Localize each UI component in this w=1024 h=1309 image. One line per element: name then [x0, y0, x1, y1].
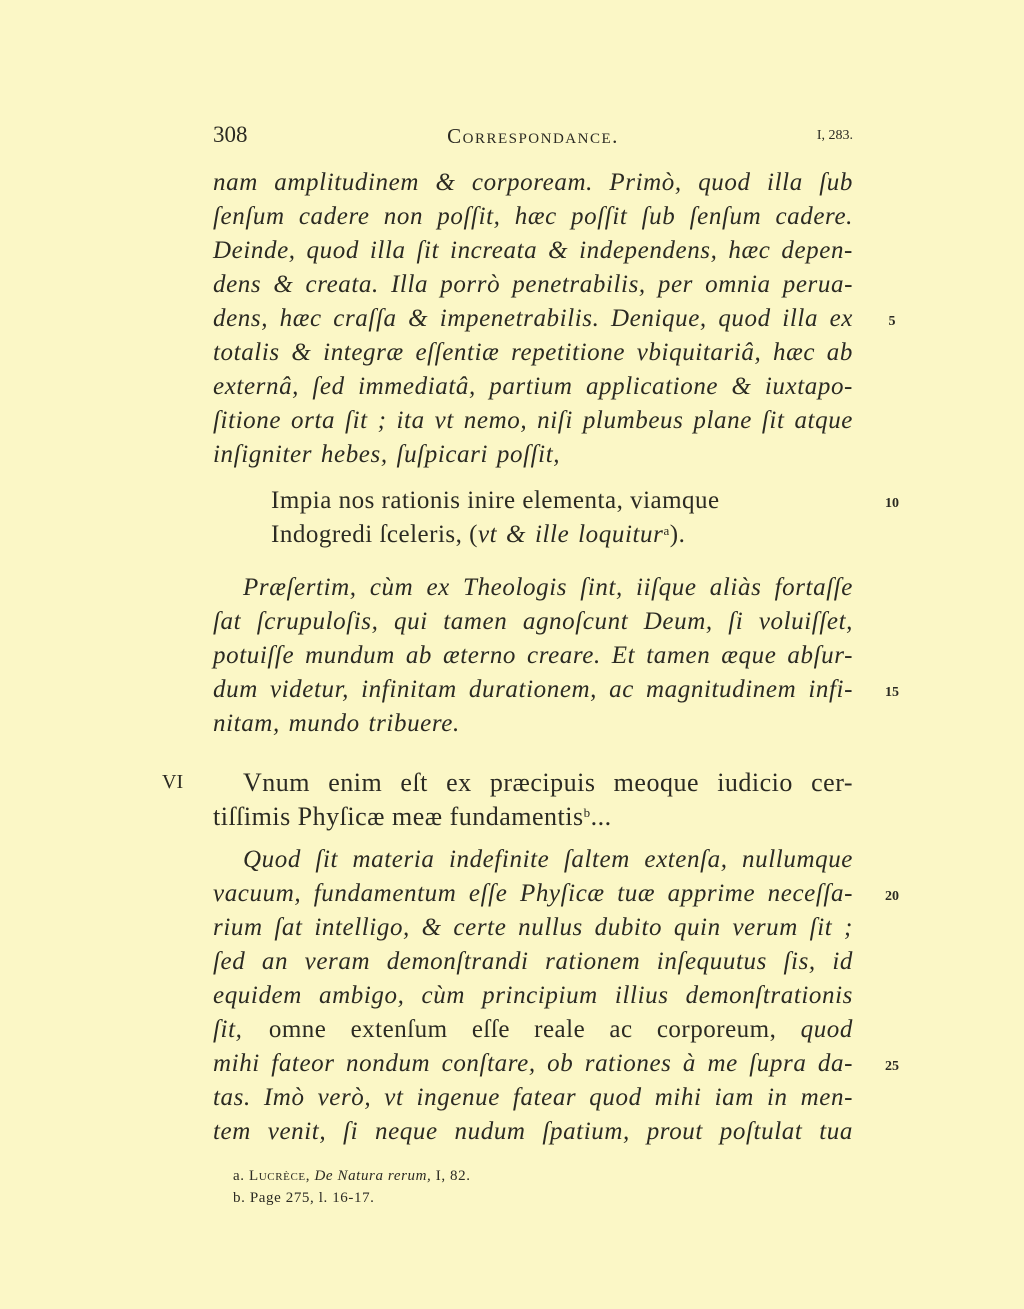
text-line: totalis & integræ eſſentiæ repetitione vbiquitariâ, hæc ab — [213, 339, 853, 366]
running-title: Correspondance. — [447, 124, 619, 148]
text-line: nam amplitudinem & corpoream. Primò, quod illa ſub — [213, 169, 853, 196]
footnote-a — [233, 1166, 471, 1186]
text-line: ſitione orta ſit ; ita vt nemo, niſi plumbeus plane ſit atque — [213, 407, 853, 434]
text-line: rium ſat intelligo, & certe nullus dubito quin verum ſit ; — [213, 914, 853, 941]
text-line: Deinde, quod illa ſit increata & independens, hæc depen- — [213, 237, 853, 264]
text-line: inſigniter hebes, ſuſpicari poſſit, — [213, 441, 561, 468]
line-number: 10 — [885, 496, 899, 511]
volume-reference: I, 283. — [816, 128, 853, 143]
text-line: Quod ſit materia indefinite ſaltem extenſa, nullumque — [243, 846, 853, 873]
verse-attribution: vt & ille loquitur — [477, 521, 664, 548]
line-number: 5 — [888, 314, 896, 329]
page-number: 308 — [213, 122, 248, 147]
section-text: tiſſimis Phyſicæ meæ fundamentis — [213, 802, 584, 831]
verse-line — [271, 520, 811, 550]
text-roman: omne extenſum eſſe reale ac corporeum, — [268, 1016, 801, 1043]
text-line: dens, hæc craſſa & impenetrabilis. Denique, quod illa ex — [213, 305, 853, 332]
section-ellipsis: ... — [590, 802, 612, 831]
text-line: ſed an veram demonſtrandi rationem inſequutus ſis, id — [213, 948, 853, 975]
text-line: Præſertim, cùm ex Theologis ſint, iiſque aliàs fortaſſe — [243, 574, 853, 601]
line-number: 20 — [885, 889, 899, 904]
text-line: dum videtur, infinitam durationem, ac magnitudinem infi- — [213, 676, 853, 703]
footnote-label: b. — [233, 1190, 246, 1206]
text-line: equidem ambigo, cùm principium illius demonſtrationis — [213, 982, 853, 1009]
text-line: ſat ſcrupuloſis, qui tamen agnoſcunt Deum, ſi voluiſſet, — [213, 608, 853, 635]
text-line: nitam, mundo tribuere. — [213, 710, 460, 737]
verse-text: Indogredi ſceleris, ( — [271, 521, 478, 548]
text-line: dens & creata. Illa porrò penetrabilis, per omnia perua- — [213, 271, 853, 298]
line-number: 25 — [885, 1059, 899, 1074]
text-line: externâ, ſed immediatâ, partium applicatione & iuxtapo- — [213, 373, 853, 400]
text-line: vacuum, fundamentum eſſe Phyſicæ tuæ apprime neceſſa- — [213, 880, 853, 907]
text-italic: quod — [800, 1016, 853, 1043]
footnote-label: a. — [233, 1168, 245, 1184]
footnote-marker-a: a — [663, 523, 670, 538]
footnote-ref: I, 82. — [435, 1168, 471, 1184]
text-line: tas. Imò verò, vt ingenue fatear quod mihi iam in men- — [213, 1084, 853, 1111]
running-header — [213, 122, 853, 152]
verse-line: Impia nos rationis inire elementa, viamque — [271, 487, 720, 514]
text-line — [213, 1015, 853, 1045]
line-number: 15 — [885, 685, 899, 700]
footnote-work: De Natura rerum, — [314, 1168, 432, 1184]
text-line: mihi fateor nondum conſtare, ob rationes à me ſupra da- — [213, 1050, 853, 1077]
text-line: ſenſum cadere non poſſit, hæc poſſit ſub ſenſum cadere. — [213, 203, 853, 230]
text-line: tem venit, ſi neque nudum ſpatium, prout poſtulat tua — [213, 1118, 853, 1145]
footnote-text: Page 275, l. 16-17. — [249, 1190, 375, 1206]
footnote-b — [233, 1188, 375, 1208]
footnote-marker-b: b — [583, 805, 591, 820]
section-marker: VI — [162, 771, 184, 793]
verse-end: ). — [669, 521, 686, 548]
text-line: potuiſſe mundum ab æterno creare. Et tamen æque abſur- — [213, 642, 853, 669]
section-line — [213, 802, 853, 832]
footnote-author: Lucrèce, — [248, 1168, 311, 1184]
text-italic: ſit, — [213, 1016, 269, 1043]
section-line: Vnum enim eſt ex præcipuis meoque iudicio cer- — [243, 768, 853, 797]
